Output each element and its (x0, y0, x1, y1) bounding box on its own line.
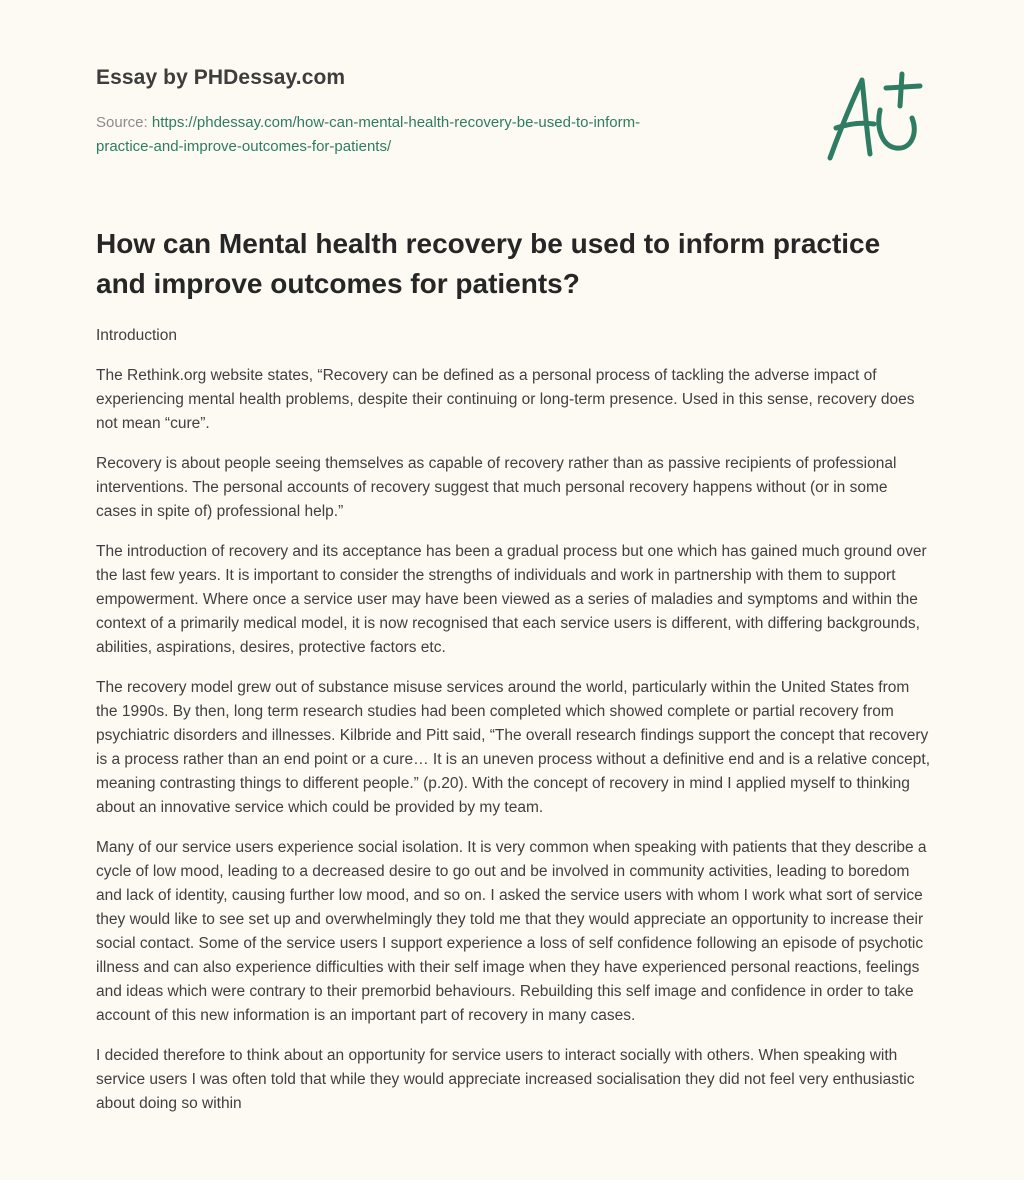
source-link-line-1: https://phdessay.com/how-can-mental-health-recovery-be-used-to-inform- (151, 114, 641, 131)
source-line (96, 111, 736, 159)
paragraph-introduction: Introduction (96, 327, 177, 344)
site-title: Essay by PHDessay.com (96, 66, 346, 89)
paragraph: Many of our service users experience social isolation. It is very common when speaking with patients that they describe a cycle of low mood, leading to a decreased desire to go out and be involved in community activities, leading to boredom and lack of identity, causing further low mood, and so on. I asked the service users with whom I work what sort of service they would like to see set up and overwhelmingly they told me that they would appreciate an opportunity to increase their social contact. Some of the service users I support experience a loss of self confidence following an episode of psychotic illness and can also experience difficulties with their self image when they have experienced personal reactions, feelings and ideas which were contrary to their premorbid behaviours. Rebuilding this self image and confidence in order to take account of this new information is an important part of recovery in many cases. (96, 839, 927, 1024)
source-label: Source: (96, 114, 148, 131)
paragraph: The introduction of recovery and its acceptance has been a gradual process but one which has gained much ground over the last few years. It is important to consider the strengths of individuals and work in partnership with them to support empowerment. Where once a service user may have been viewed as a series of maladies and symptoms and within the context of a primarily medical model, it is now recognised that each service users is different, with differing backgrounds, abilities, aspirations, desires, protective factors etc. (96, 543, 927, 656)
source-link[interactable] (96, 114, 640, 155)
a-plus-grade-icon (824, 66, 928, 166)
page-header (96, 0, 932, 190)
paragraph: The Rethink.org website states, “Recovery can be defined as a personal process of tackling the adverse impact of experiencing mental health problems, despite their continuing or long-term presence. Used in this sense, recovery does not mean “cure”. (96, 367, 915, 432)
source-link-line-2: practice-and-improve-outcomes-for-patients/ (96, 138, 392, 155)
essay-page (96, 0, 932, 1112)
essay-title: How can Mental health recovery be used to inform practice and improve outcomes for patients? (96, 228, 881, 299)
paragraph: I decided therefore to think about an opportunity for service users to interact socially with others. When speaking with service users I was often told that while they would appreciate increased socialisation they did not feel very enthusiastic about doing so within (96, 1047, 915, 1112)
paragraph: The recovery model grew out of substance misuse services around the world, particularly within the United States from the 1990s. By then, long term research studies had been completed which showed complete or partial recovery from psychiatric disorders and illnesses. Kilbride and Pitt said, “The overall research findings support the concept that recovery is a process rather than an end point or a cure… It is an uneven process without a definitive end and is a relative concept, meaning contrasting things to different people.” (p.20). With the concept of recovery in mind I applied myself to thinking about an innovative service which could be provided by my team. (96, 679, 931, 816)
essay-body (96, 324, 932, 1132)
paragraph: Recovery is about people seeing themselves as capable of recovery rather than as passive recipients of professional interventions. The personal accounts of recovery suggest that much personal recovery happens without (or in some cases in spite of) professional help.” (96, 455, 897, 520)
